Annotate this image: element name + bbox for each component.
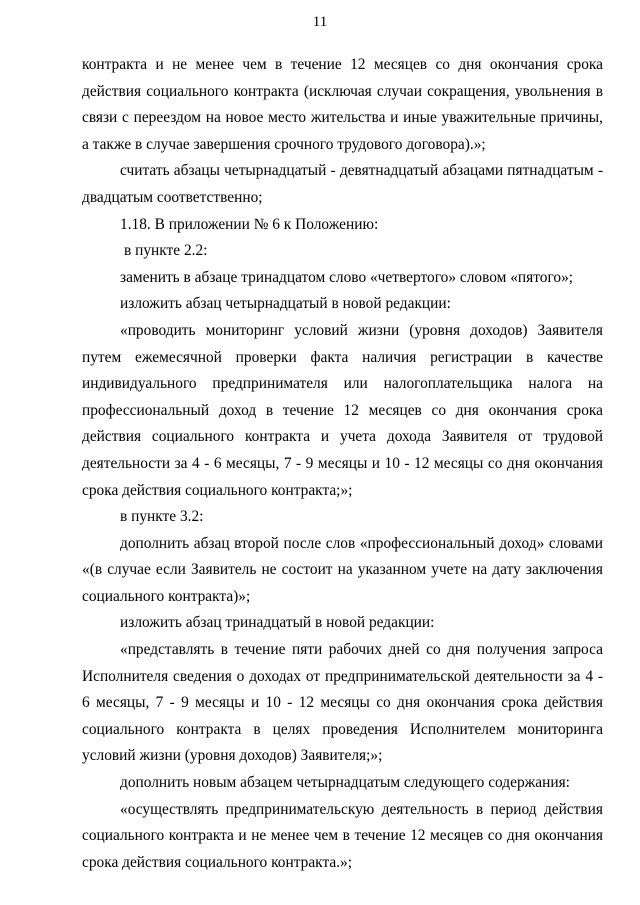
paragraph-business-quote: «осуществлять предпринимательскую деятельность в период действия социального контракта и не менее чем в течение 12 месяцев со дня окончания срока действия социального контракта.»; <box>82 800 603 871</box>
paragraph-renumber-clauses: считать абзацы четырнадцатый - девятнадцатый абзацами пятнадцатым - двадцатым соответственно; <box>82 162 603 206</box>
paragraph-point-3-2: в пункте 3.2: <box>120 508 204 526</box>
paragraph-section-1-18: 1.18. В приложении № 6 к Положению: <box>120 215 379 233</box>
paragraph-add-new-14: дополнить новым абзацем четырнадцатым следующего содержания: <box>120 774 570 792</box>
page-number: 11 <box>312 14 328 30</box>
paragraph-restate-13: изложить абзац тринадцатый в новой редакции: <box>120 614 435 632</box>
paragraph-add-words: дополнить абзац второй после слов «профессиональный доход» словами «(в случае если Заявитель не состоит на указанном учете на дату заключения социального контракта)»; <box>82 534 603 605</box>
paragraph-restate-14: изложить абзац четырнадцатый в новой редакции: <box>120 295 451 313</box>
paragraph-income-quote: «представлять в течение пяти рабочих дней со дня получения запроса Исполнителя сведения о доходах от предпринимательской деятельности за 4 - 6 месяцы, 7 - 9 месяцы и 10 - 12 месяцы со дня окончания срока действия социального контракта в целях проведения Исполнителем мониторинга условий жизни (уровня доходов) Заявителя;»; <box>82 641 603 765</box>
paragraph-point-2-2: в пункте 2.2: <box>124 242 208 260</box>
paragraph-monitoring-quote: «проводить мониторинг условий жизни (уровня доходов) Заявителя путем ежемесячной проверки факта наличия регистрации в качестве индивидуального предпринимателя или налогоплательщика налога на профессиональный доход в течение 12 месяцев со дня окончания срока действия социального контракта и учета дохода Заявителя от трудовой деятельности за 4 - 6 месяцы, 7 - 9 месяцы и 10 - 12 месяцы со дня окончания срока действия социального контракта;»; <box>82 321 603 499</box>
paragraph-contract-continuation: контракта и не менее чем в течение 12 месяцев со дня окончания срока действия социального контракта (исключая случаи сокращения, увольнения в связи с переездом на новое место жительства и иные уважительные причины, а также в случае завершения срочного трудового договора).»; <box>82 56 603 153</box>
document-body <box>82 52 603 876</box>
paragraph-replace-word: заменить в абзаце тринадцатом слово «четвертого» словом «пятого»; <box>120 268 574 286</box>
